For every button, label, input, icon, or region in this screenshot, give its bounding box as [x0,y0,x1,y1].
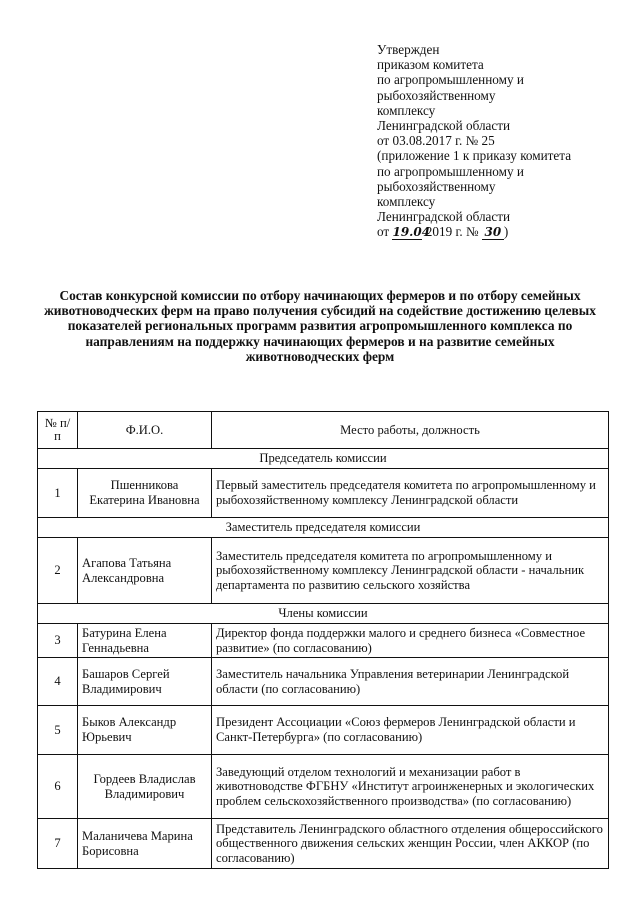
row-num: 2 [38,538,78,604]
row-num: 4 [38,658,78,706]
approval-line: рыбохозяйственному [377,178,496,194]
row-name: Агапова Татьяна Александровна [78,538,212,604]
document-title: Состав конкурсной комиссии по отбору начинающих фермеров и по отбору семейных животноводческих ферм на право получения субсидий на содействие достижению целевых показателей региональных программ развития агропромышленного комплекса по направлениям на поддержку начинающих фермеров и на развитие семейных животноводческих ферм [44,288,596,364]
header-name: Ф.И.О. [78,412,212,449]
table-header-row [38,412,609,449]
row-name: Пшенникова Екатерина Ивановна [78,469,212,518]
closing-paren: ) [503,224,509,240]
approval-line: Ленинградской области [377,209,511,225]
row-name: Быков Александр Юрьевич [78,706,212,755]
approval-line: Ленинградской области [377,118,511,134]
row-place: Президент Ассоциации «Союз фермеров Ленинградской области и Санкт-Петербурга» (по согласованию) [212,706,609,755]
row-place: Заместитель начальника Управления ветеринарии Ленинградской области (по согласованию) [212,658,609,706]
handwritten-date: 19.04 [392,225,431,240]
approval-line: от 03.08.2017 г. № 25 [377,133,495,149]
approval-block [377,42,627,240]
handwritten-number: 30 [482,226,504,240]
row-place: Первый заместитель председателя комитета по агропромышленному и рыбохозяйственному комплексу Ленинградской области [212,469,609,518]
approval-line: комплексу [377,194,436,210]
row-num: 6 [38,755,78,819]
table-row [38,538,609,604]
row-place: Представитель Ленинградского областного отделения общероссийского общественного движения сельских женщин России, член АККОР (по согласованию) [212,819,609,869]
row-num: 7 [38,819,78,869]
section-title: Председатель комиссии [38,449,609,469]
table-row [38,706,609,755]
approval-line: Утвержден [377,42,440,57]
approval-line: по агропромышленному и [377,163,524,179]
row-place: Заведующий отделом технологий и механизации работ в животноводстве ФГБНУ «Институт агроинженерных и экологических проблем сельскохозяйственного производства» (по согласованию) [212,755,609,819]
table-row [38,658,609,706]
row-num: 5 [38,706,78,755]
year-text: 2019 г. № [425,224,479,240]
table-row [38,624,609,658]
approval-date-line [377,224,627,240]
row-name: Маланичева Марина Борисовна [78,819,212,869]
header-num: № п/п [38,412,78,449]
row-name: Башаров Сергей Владимирович [78,658,212,706]
row-num: 1 [38,469,78,518]
section-row [38,518,609,538]
header-place: Место работы, должность [212,412,609,449]
approval-line: комплексу [377,102,436,118]
row-name: Батурина Елена Геннадьевна [78,624,212,658]
section-title: Заместитель председателя комиссии [38,518,609,538]
approval-line: приказом комитета [377,57,484,73]
row-place: Заместитель председателя комитета по агропромышленному и рыбохозяйственному комплексу Ленинградской области - начальник департамента по развитию сельского хозяйства [212,538,609,604]
section-title: Члены комиссии [38,604,609,624]
row-place: Директор фонда поддержки малого и среднего бизнеса «Совместное развитие» (по согласованию) [212,624,609,658]
section-row [38,449,609,469]
commission-table [37,411,609,869]
approval-line: (приложение 1 к приказу комитета [377,148,572,164]
date-prefix: от [377,224,390,240]
table-row [38,755,609,819]
section-row [38,604,609,624]
table-row [38,469,609,518]
table-row [38,819,609,869]
approval-line: по агропромышленному и [377,72,524,88]
approval-line: рыбохозяйственному [377,87,496,103]
row-num: 3 [38,624,78,658]
row-name: Гордеев Владислав Владимирович [78,755,212,819]
